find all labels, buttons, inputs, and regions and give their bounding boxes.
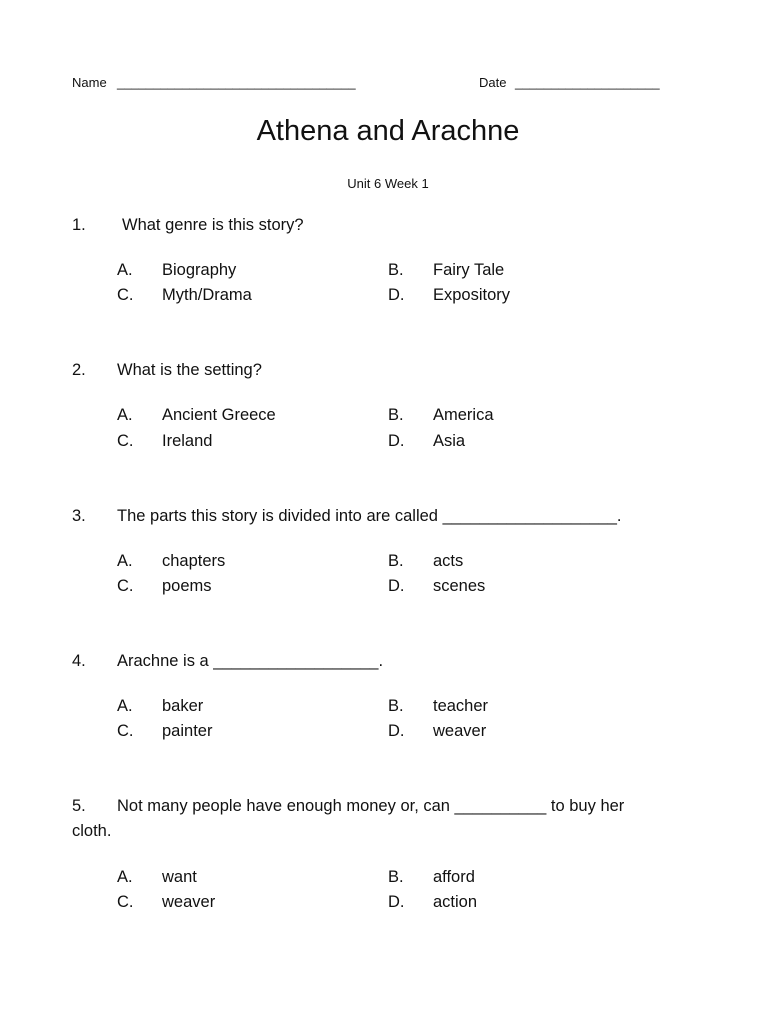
q3-option-d-letter: D.: [388, 577, 405, 595]
q4-option-b-letter: B.: [388, 697, 404, 715]
question-1-number: 1.: [72, 216, 86, 234]
q4-option-c-letter: C.: [117, 722, 134, 740]
q5-option-d[interactable]: action: [433, 893, 478, 911]
q4-option-a-letter: A.: [117, 697, 133, 715]
q5-option-c[interactable]: weaver: [162, 893, 216, 911]
question-1-text: What genre is this story?: [122, 216, 304, 234]
q1-option-b[interactable]: Fairy Tale: [433, 261, 505, 279]
q4-option-b[interactable]: teacher: [433, 697, 489, 715]
q2-option-a[interactable]: Ancient Greece: [162, 406, 276, 424]
q1-option-a-letter: A.: [117, 261, 133, 279]
question-5-text: Not many people have enough money or, can __________ to buy her: [117, 797, 625, 815]
q1-option-d[interactable]: Expository: [433, 286, 511, 304]
page-subtitle: Unit 6 Week 1: [347, 176, 429, 191]
question-5-number: 5.: [72, 797, 86, 815]
q2-option-b[interactable]: America: [433, 406, 494, 424]
question-3-number: 3.: [72, 507, 86, 525]
q2-option-c-letter: C.: [117, 432, 134, 450]
question-3-text: The parts this story is divided into are called ___________________.: [117, 507, 622, 525]
q1-option-d-letter: D.: [388, 286, 405, 304]
date-field[interactable]: ____________________: [515, 75, 660, 90]
question-2-number: 2.: [72, 361, 86, 379]
q1-option-b-letter: B.: [388, 261, 404, 279]
q3-option-c-letter: C.: [117, 577, 134, 595]
q3-option-c[interactable]: poems: [162, 577, 212, 595]
date-label: Date: [479, 75, 507, 90]
q2-option-d[interactable]: Asia: [433, 432, 466, 450]
q3-option-b[interactable]: acts: [433, 552, 464, 570]
question-5-text-continued: cloth.: [72, 822, 112, 840]
q5-option-b[interactable]: afford: [433, 868, 475, 886]
q2-option-b-letter: B.: [388, 406, 404, 424]
q5-option-b-letter: B.: [388, 868, 404, 886]
q3-option-b-letter: B.: [388, 552, 404, 570]
page-title: Athena and Arachne: [256, 115, 520, 147]
q4-option-c[interactable]: painter: [162, 722, 213, 740]
q5-option-a-letter: A.: [117, 868, 133, 886]
question-4-text: Arachne is a __________________.: [117, 652, 384, 670]
name-field[interactable]: _________________________________: [117, 75, 356, 90]
q4-option-a[interactable]: baker: [162, 697, 204, 715]
q2-option-c[interactable]: Ireland: [162, 432, 213, 450]
q4-option-d[interactable]: weaver: [433, 722, 487, 740]
q3-option-a-letter: A.: [117, 552, 133, 570]
q5-option-d-letter: D.: [388, 893, 405, 911]
q1-option-a[interactable]: Biography: [162, 261, 237, 279]
name-label: Name: [72, 75, 107, 90]
q2-option-d-letter: D.: [388, 432, 405, 450]
q5-option-a[interactable]: want: [162, 868, 197, 886]
q2-option-a-letter: A.: [117, 406, 133, 424]
question-2-text: What is the setting?: [117, 361, 262, 379]
q1-option-c[interactable]: Myth/Drama: [162, 286, 252, 304]
q5-option-c-letter: C.: [117, 893, 134, 911]
q3-option-a[interactable]: chapters: [162, 552, 226, 570]
q4-option-d-letter: D.: [388, 722, 405, 740]
q3-option-d[interactable]: scenes: [433, 577, 486, 595]
question-4-number: 4.: [72, 652, 86, 670]
q1-option-c-letter: C.: [117, 286, 134, 304]
